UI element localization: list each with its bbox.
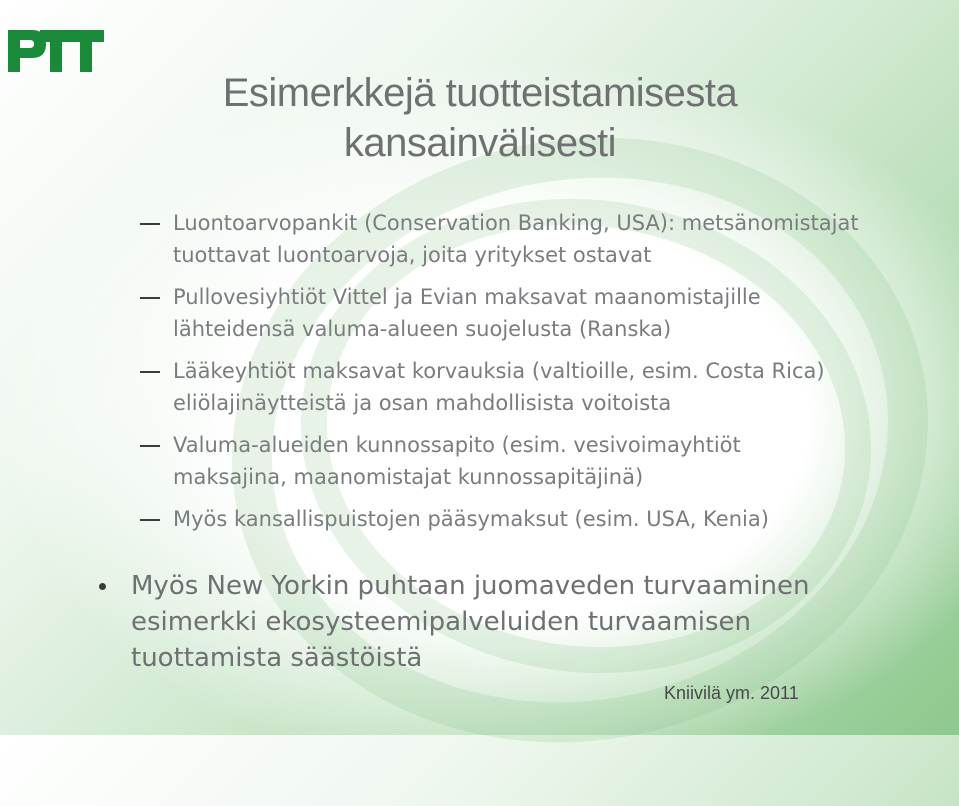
list-item-text: Pullovesiyhtiöt Vittel ja Evian maksavat maanomistajille lähteidensä valuma-alueen suojelusta (Ranska) <box>173 285 761 341</box>
list-item-text: Valuma-alueiden kunnossapito (esim. vesivoimayhtiöt maksajina, maanomistajat kunnossapitäjinä) <box>173 433 741 489</box>
title-line-1: Esimerkkejä tuotteistamisesta <box>222 71 738 115</box>
dash-marker <box>140 371 160 373</box>
sub-bullet-list <box>140 208 860 547</box>
dash-marker <box>140 297 160 299</box>
list-item <box>140 208 860 271</box>
list-item <box>140 282 860 345</box>
bullet-marker <box>99 583 106 590</box>
list-item-text: Luontoarvopankit (Conservation Banking, USA): metsänomistajat tuottavat luontoarvoja, joita yritykset ostavat <box>173 211 859 267</box>
source-credit: Kniivilä ym. 2011 <box>664 683 799 703</box>
list-item-text: Lääkeyhtiöt maksavat korvauksia (valtioille, esim. Costa Rica) eliölajinäytteistä ja osan mahdollisista voitoista <box>173 359 825 415</box>
list-item <box>140 430 860 493</box>
list-item <box>140 356 860 419</box>
list-item <box>95 568 855 676</box>
slide-title <box>180 68 780 168</box>
main-bullet-list <box>95 568 855 676</box>
list-item-text: Myös New Yorkin puhtaan juomaveden turvaaminen esimerkki ekosysteemipalveluiden turvaamisen tuottamista säästöistä <box>131 571 810 673</box>
dash-marker <box>140 445 160 447</box>
dash-marker <box>140 223 160 225</box>
title-line-2: kansainvälisesti <box>343 121 617 165</box>
list-item-text: Myös kansallispuistojen pääsymaksut (esim. USA, Kenia) <box>173 507 769 531</box>
dash-marker <box>140 519 160 521</box>
ptt-logo <box>6 22 106 76</box>
list-item <box>140 504 860 536</box>
